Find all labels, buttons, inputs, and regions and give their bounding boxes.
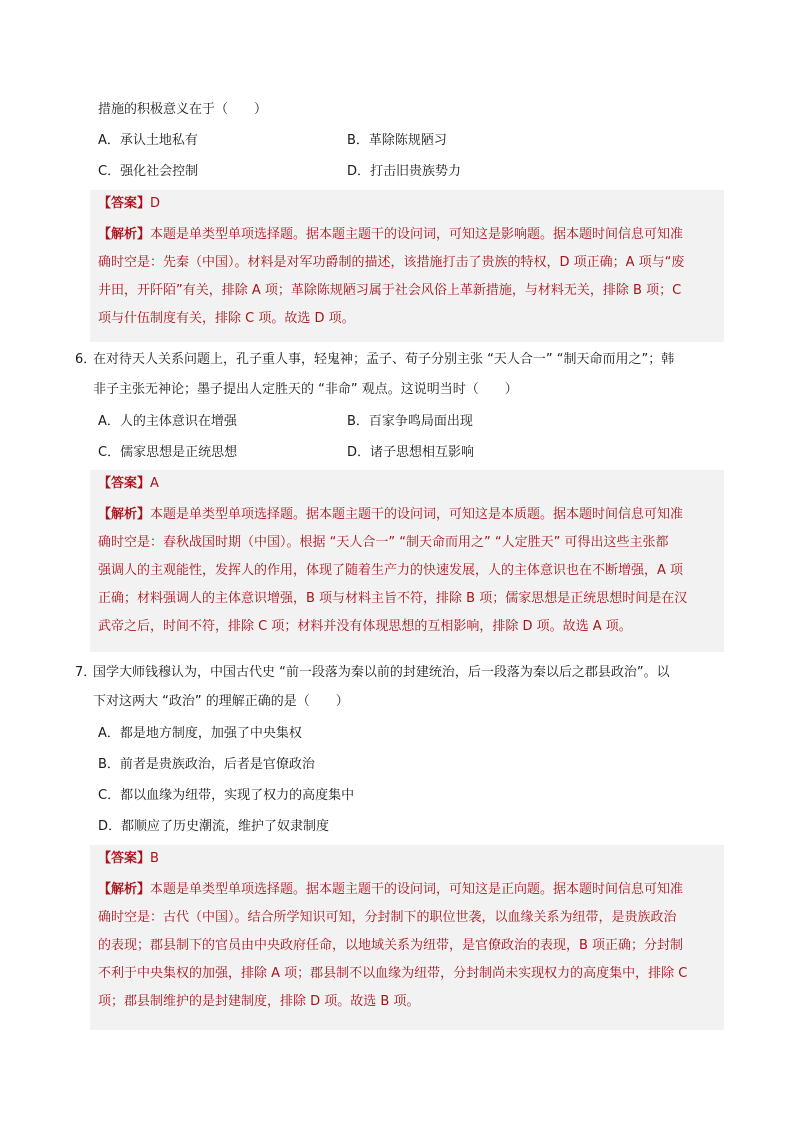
answer-value: A xyxy=(150,476,159,491)
q7-analysis-line: 确时空是：古代（中国）。结合所学知识可知，分封制下的职位世袭，以血缘关系为纽带，是贵族政治 xyxy=(98,910,677,925)
q5-analysis-line: 井田，开阡陌”有关，排除 A 项；革除陈规陋习属于社会风俗上革新措施，与材料无关，排除 B 项；C xyxy=(98,283,682,298)
q6-option-b: B．百家争鸣局面出现 xyxy=(347,414,473,429)
q5-stem: 措施的积极意义在于（ ） xyxy=(98,102,268,117)
q5-option-d: D．打击旧贵族势力 xyxy=(347,164,462,179)
q6-option-a: A．人的主体意识在增强 xyxy=(98,414,237,429)
q7-analysis-line: 项；郡县制维护的是封建制度，排除 D 项。故选 B 项。 xyxy=(98,994,420,1009)
q5-answer-box xyxy=(90,190,724,342)
q7-stem-line: 国学大师钱穆认为，中国古代史 “前一段落为秦以前的封建统治，后一段落为秦以后之郡县政治”。以 xyxy=(93,665,670,680)
answer-value: D xyxy=(150,196,161,211)
q6-option-d: D．诸子思想相互影响 xyxy=(347,445,475,460)
q5-analysis-line: 【解析】本题是单类型单项选择题。据本题主题干的设问词，可知这是影响题。据本题时间信息可知准 xyxy=(98,227,684,242)
q6-option-c: C．儒家思想是正统思想 xyxy=(98,445,238,460)
q6-analysis-line: 【解析】本题是单类型单项选择题。据本题主题干的设问词，可知这是本质题。据本题时间信息可知准 xyxy=(98,507,684,522)
q5-analysis-line: 项与什伍制度有关，排除 C 项。故选 D 项。 xyxy=(98,311,355,326)
answer-value: B xyxy=(150,851,159,866)
q6-analysis-line: 正确；材料强调人的主体意识增强，B 项与材料主旨不符，排除 B 项；儒家思想是正统思想时间是在汉 xyxy=(98,591,688,606)
q6-analysis-line: 确时空是：春秋战国时期（中国）。根据 “天人合一” “制天命而用之” “人定胜天” 可得出这些主张都 xyxy=(98,535,669,550)
q7-analysis-line: 【解析】本题是单类型单项选择题。据本题主题干的设问词，可知这是正向题。据本题时间信息可知准 xyxy=(98,882,684,897)
q6-analysis-line: 强调人的主观能性，发挥人的作用，体现了随着生产力的快速发展，人的主体意识也在不断增强，A 项 xyxy=(98,563,684,578)
q5-answer xyxy=(98,194,160,214)
analysis-tag: 【解析】 xyxy=(98,507,151,522)
q7-option-c: C．都以血缘为纽带，实现了权力的高度集中 xyxy=(98,788,355,803)
q7-analysis-line: 不利于中央集权的加强，排除 A 项；郡县制不以血缘为纽带，分封制尚未实现权力的高度集中，排除 C xyxy=(98,966,688,981)
q6-stem-line: 非子主张无神论；墨子提出人定胜天的 “非命” 观点。这说明当时（ ） xyxy=(93,382,518,397)
analysis-tag: 【解析】 xyxy=(98,882,151,897)
q7-answer-box xyxy=(90,845,724,1030)
answer-tag: 【答案】 xyxy=(98,476,151,491)
q6-answer xyxy=(98,474,159,494)
q7-number: 7． xyxy=(75,665,97,680)
q6-number: 6． xyxy=(75,352,97,367)
q7-analysis-line: 的表现；郡县制下的官员由中央政府任命，以地域关系为纽带，是官僚政治的表现，B 项正确；分封制 xyxy=(98,938,684,953)
q7-option-a: A．都是地方制度，加强了中央集权 xyxy=(98,726,302,741)
answer-tag: 【答案】 xyxy=(98,851,151,866)
q7-stem-line: 下对这两大 “政治” 的理解正确的是（ ） xyxy=(93,694,349,709)
q5-option-c: C．强化社会控制 xyxy=(98,164,199,179)
q5-option-a: A．承认土地私有 xyxy=(98,133,198,148)
q7-answer xyxy=(98,849,159,869)
q6-answer-box xyxy=(90,470,724,652)
q7-option-b: B．前者是贵族政治，后者是官僚政治 xyxy=(98,757,315,772)
q6-analysis-line: 武帝之后，时间不符，排除 C 项；材料并没有体现思想的互相影响，排除 D 项。故选 A 项。 xyxy=(98,619,632,634)
q7-option-d: D．都顺应了历史潮流，维护了奴隶制度 xyxy=(98,819,330,834)
q5-analysis-line: 确时空是：先秦（中国）。材料是对军功爵制的描述，该措施打击了贵族的特权，D 项正确；A 项与“废 xyxy=(98,255,685,270)
q6-stem-line: 在对待天人关系问题上，孔子重人事，轻鬼神；孟子、荀子分别主张 “天人合一” “制天命而用之”；韩 xyxy=(93,352,675,367)
answer-tag: 【答案】 xyxy=(98,196,151,211)
q5-option-b: B．革除陈规陋习 xyxy=(347,133,447,148)
analysis-tag: 【解析】 xyxy=(98,227,151,242)
